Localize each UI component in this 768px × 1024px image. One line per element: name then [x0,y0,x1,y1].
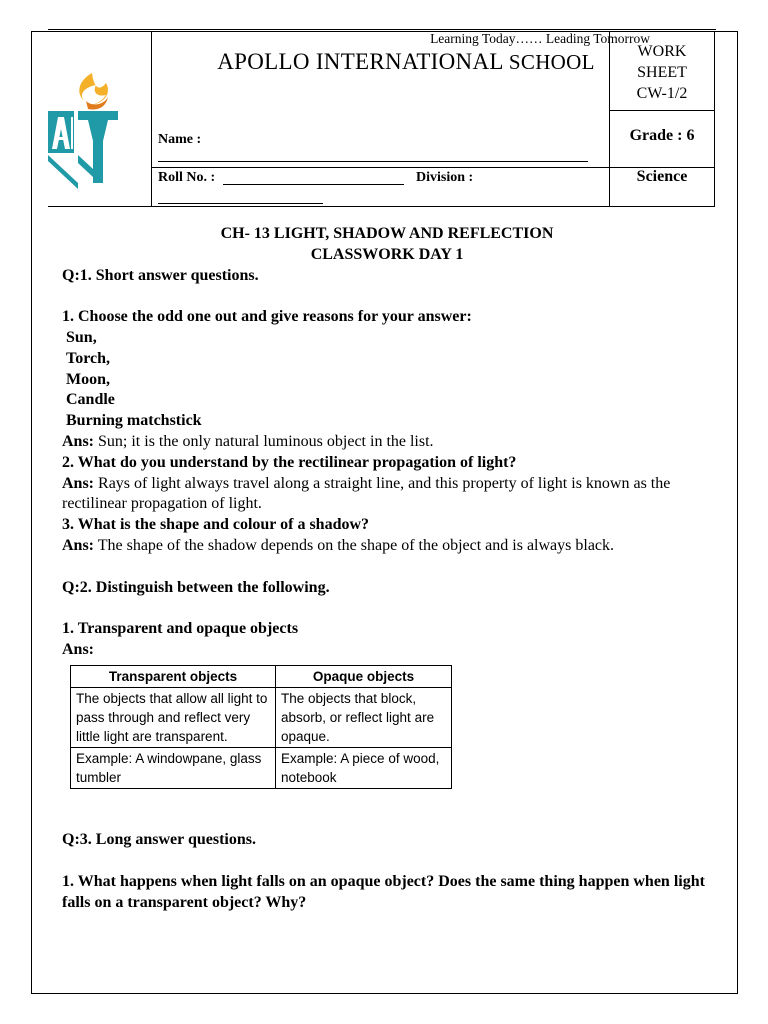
table-cell: Example: A windowpane, glass tumbler [71,747,276,788]
chapter-title: CH- 13 LIGHT, SHADOW AND REFLECTION [220,225,554,242]
option-item: Sun, [66,328,97,346]
school-tagline: Learning Today…… Leading Tomorrow [430,31,650,46]
answer-text: The shape of the shadow depends on the shape of the object and is always black. [94,536,615,554]
q1-3-answer [62,536,722,557]
table-header-row [71,665,452,687]
table-header: Opaque objects [276,665,452,687]
grade-label: Grade : 6 [629,127,695,144]
option-item: Candle [66,391,115,409]
worksheet-line-2: SHEET [637,64,687,81]
table-header: Transparent objects [71,665,276,687]
comparison-table [70,665,452,789]
worksheet-header [48,31,715,207]
school-name-main: APOLLO INTERNATIONAL [217,49,503,74]
q1-1-answer [62,432,722,453]
roll-number-label: Roll No. : [158,170,216,185]
answer-text: Rays of light always travel along a straight line, and this property of light is known as the rectilinear propagation of light. [62,474,671,513]
option-item: Burning matchstick [66,412,202,430]
q2-1-ans-label: Ans: [62,640,95,658]
option-item: Torch, [66,349,111,367]
ans-label: Ans: [62,536,95,554]
worksheet-box-rule [609,110,715,111]
q1-heading: Q:1. Short answer questions. [62,266,259,284]
school-name [176,49,636,75]
top-rule [48,29,716,30]
ans-label: Ans: [62,432,95,450]
q3-heading: Q:3. Long answer questions. [62,831,256,849]
answer-text: Sun; it is the only natural luminous object in the list. [94,432,434,450]
q3-1-question: 1. What happens when light falls on an opaque object? Does the same thing happen when light falls on a transparent object? Why? [62,872,705,911]
table-cell: The objects that allow all light to pass through and reflect very little light are transparent. [71,687,276,747]
division-label: Division : [416,170,474,185]
q1-1-question: 1. Choose the odd one out and give reasons for your answer: [62,308,472,326]
school-logo [48,71,123,191]
school-name-last: SCHOOL [508,50,595,74]
logo-divider [151,31,152,207]
q1-2-answer [62,474,722,516]
table-cell: The objects that block, absorb, or reflect light are opaque. [276,687,452,747]
name-input-line[interactable] [158,161,588,162]
ans-label: Ans: [62,474,95,492]
table-row [71,747,452,788]
subject-label: Science [636,168,688,185]
torch-logo-icon [48,71,123,191]
table-row [71,687,452,747]
classwork-title: CLASSWORK DAY 1 [310,245,464,263]
q1-3-question: 3. What is the shape and colour of a shadow? [62,516,370,534]
name-label: Name : [158,132,202,147]
worksheet-content [62,224,722,914]
table-cell: Example: A piece of wood, notebook [276,747,452,788]
worksheet-line-1: WORK [637,43,687,60]
q2-1-question: 1. Transparent and opaque objects [62,620,299,638]
roll-number-input-line[interactable] [223,184,404,185]
q2-heading: Q:2. Distinguish between the following. [62,578,330,596]
division-input-line[interactable] [158,203,323,204]
q1-2-question: 2. What do you understand by the rectilinear propagation of light? [62,453,517,471]
option-item: Moon, [66,370,110,388]
worksheet-code-box [609,38,715,110]
worksheet-code: CW-1/2 [636,85,688,102]
